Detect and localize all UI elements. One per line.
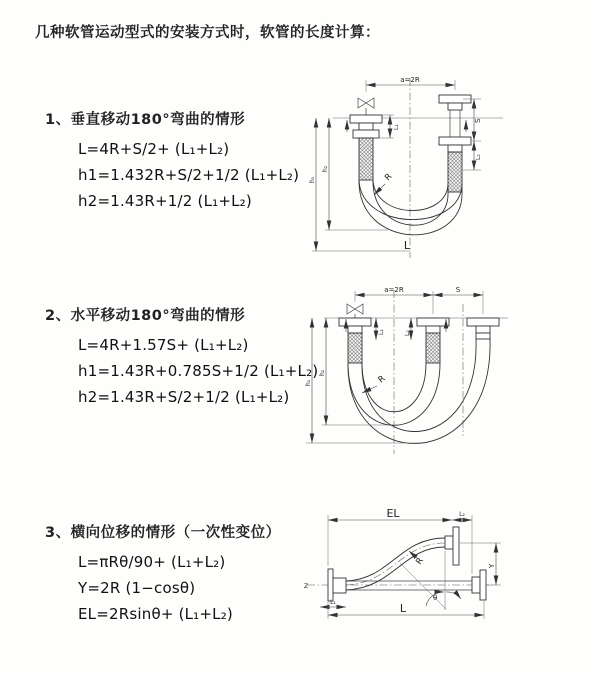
dim-label-h1: h₁ <box>305 379 312 386</box>
u-bend-hose <box>348 339 490 443</box>
dim-label-h1: h₁ <box>309 176 316 183</box>
formula-el: EL=2Rsinθ+ (L₁+L₂) <box>78 605 233 623</box>
braided-hose-middle <box>426 333 440 363</box>
formula-l: L=4R+1.57S+ (L₁+L₂) <box>78 336 249 354</box>
formula-l: L=4R+S/2+ (L₁+L₂) <box>78 140 230 158</box>
dim-label-r: R <box>376 373 388 386</box>
section-1 <box>45 108 313 219</box>
dim-label-l1: L₁ <box>378 329 385 335</box>
dim-label-z: Z <box>304 583 309 590</box>
straight-hose-position <box>346 581 472 590</box>
dim-label-l1: L₁ <box>393 124 400 130</box>
valve-icon <box>347 304 363 318</box>
u-bend-hose <box>359 180 462 235</box>
formula-h2: h2=1.43R+1/2 (L₁+L₂) <box>78 192 252 210</box>
centerlines <box>324 290 508 454</box>
left-flange <box>328 569 346 601</box>
moving-pipe-fitting-position-2 <box>467 318 499 339</box>
braided-hose-left <box>359 138 373 180</box>
page-title: 几种软管运动型式的安装方式时，软管的长度计算： <box>35 25 380 41</box>
section-3 <box>45 521 313 632</box>
dimension-l1 <box>320 599 346 607</box>
section-1-heading: 1、垂直移动180°弯曲的情形 <box>45 112 246 128</box>
fixed-pipe-fitting <box>339 318 371 363</box>
dimension-a2r <box>355 286 483 314</box>
upper-right-flange <box>445 527 459 565</box>
dim-label-a2r: a=2R <box>384 286 404 294</box>
dim-label-h2: h₂ <box>322 165 329 172</box>
dimension-a2r <box>366 76 455 92</box>
dim-label-r: R <box>383 171 395 184</box>
section-2 <box>45 304 319 415</box>
dim-label-l2: L₂ <box>404 330 411 336</box>
dim-label-l-total: L <box>403 239 411 252</box>
radius-callout <box>374 172 394 195</box>
dimension-l <box>328 601 484 619</box>
angle-construction <box>400 551 461 610</box>
left-pipe-fitting <box>350 115 382 180</box>
lower-right-flange <box>472 570 486 600</box>
diagram-horizontal-180-bend <box>298 278 598 458</box>
dimension-l1 <box>376 318 385 340</box>
radius-callout <box>409 551 426 567</box>
dim-label-r: R <box>414 556 426 567</box>
formula-l: L=πRθ/90+ (L₁+L₂) <box>78 553 226 571</box>
centerlines <box>333 78 503 258</box>
formula-h1: h1=1.43R+0.785S+1/2 (L₁+L₂) <box>78 362 319 380</box>
formula-h1: h1=1.432R+S/2+1/2 (L₁+L₂) <box>78 166 300 184</box>
dim-label-h2: h₂ <box>319 369 326 376</box>
dim-label-l1: L₁ <box>330 599 336 606</box>
dim-label-l2: L₂ <box>475 154 482 160</box>
radius-callout <box>362 374 388 393</box>
diagram-lateral-displacement <box>293 503 598 658</box>
braided-hose-right <box>448 152 462 192</box>
section-3-heading: 3、横向位移的情形（一次性变位） <box>45 525 281 541</box>
braided-hose-left <box>348 333 362 363</box>
dim-label-s: S <box>474 118 482 123</box>
section-2-heading: 2、水平移动180°弯曲的情形 <box>45 308 246 324</box>
formula-h2: h2=1.43R+S/2+1/2 (L₁+L₂) <box>78 388 290 406</box>
diagram-vertical-180-bend <box>303 62 588 262</box>
valve-icon <box>358 98 374 115</box>
dim-label-theta: θ <box>433 594 438 602</box>
right-pipe-fittings <box>439 95 471 192</box>
dimension-h2 <box>322 118 466 230</box>
dim-label-l2: L₂ <box>459 511 465 518</box>
dim-label-el: EL <box>386 507 400 520</box>
dim-label-l-total: L <box>399 602 407 615</box>
dim-label-a2r: a=2R <box>400 76 420 84</box>
dim-label-s: S <box>455 286 461 294</box>
dimension-s <box>463 99 482 170</box>
formula-y: Y=2R (1−cosθ) <box>78 579 196 597</box>
moving-pipe-fitting-position-1 <box>417 318 449 363</box>
dim-label-y: Y <box>488 563 496 568</box>
